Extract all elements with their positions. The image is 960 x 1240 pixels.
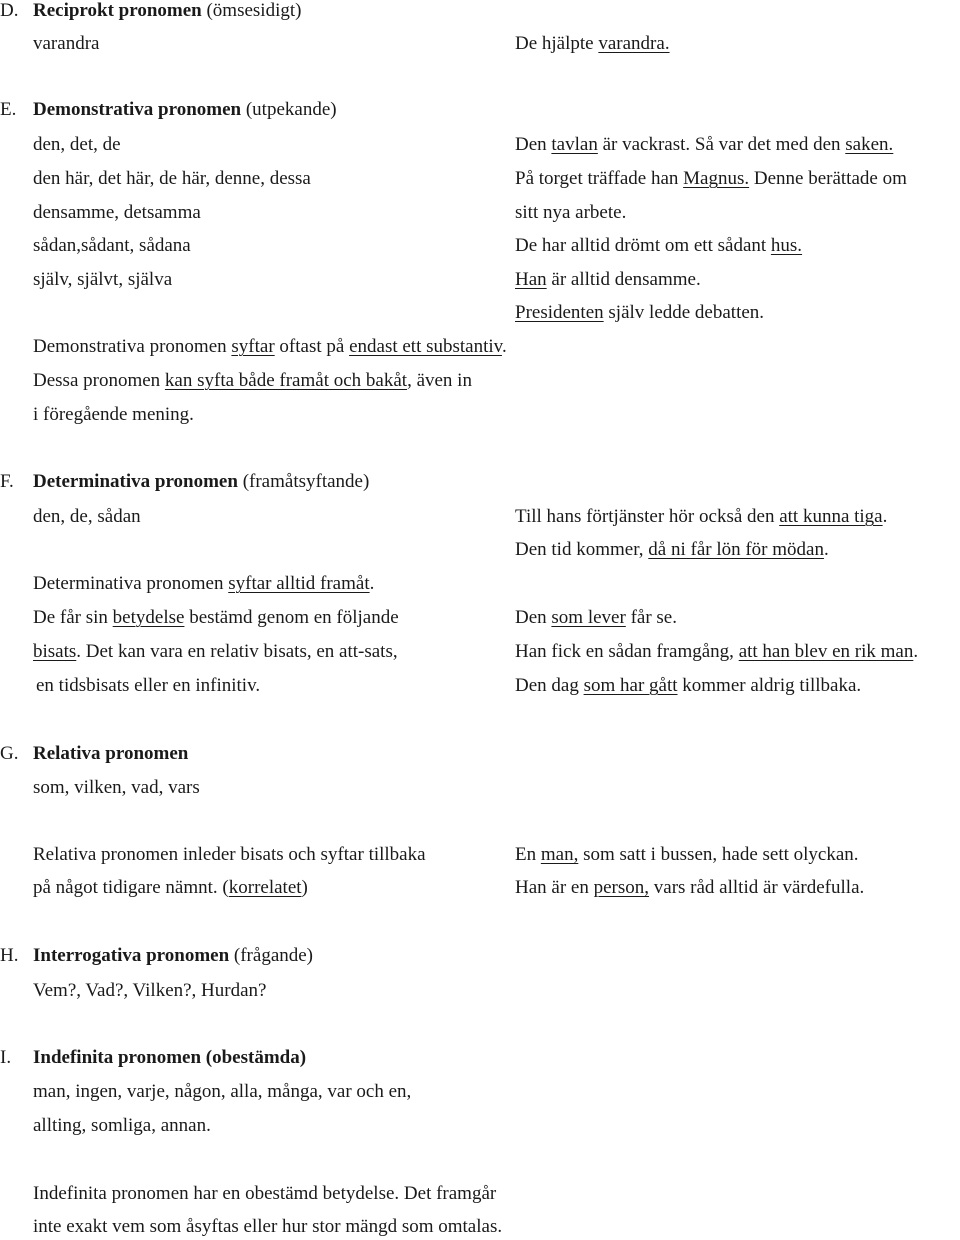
- example-sentence: Den som lever får se.: [515, 607, 677, 628]
- section-title: Demonstrativa pronomen: [33, 99, 242, 120]
- section-letter: G.: [0, 743, 19, 764]
- explanation-text: på något tidigare nämnt. (korrelatet): [33, 877, 308, 898]
- section-letter: F.: [0, 471, 14, 492]
- example-sentence: Till hans förtjänster hör också den att kunna tiga.: [515, 506, 888, 527]
- pronoun-list: Vem?, Vad?, Vilken?, Hurdan?: [33, 980, 267, 1001]
- example-sentence: De hjälpte varandra.: [515, 33, 670, 54]
- example-sentence: Han är en person, vars råd alltid är värdefulla.: [515, 877, 865, 898]
- example-sentence: De har alltid drömt om ett sådant hus.: [515, 235, 803, 256]
- example-sentence: sitt nya arbete.: [515, 202, 627, 223]
- explanation-text: Relativa pronomen inleder bisats och syftar tillbaka: [33, 844, 426, 865]
- pronoun-list: själv, självt, själva: [33, 269, 173, 290]
- section-subtitle: (framåtsyftande): [237, 471, 370, 492]
- section-g-heading: [0, 743, 188, 765]
- example-sentence: Han är alltid densamme.: [515, 269, 701, 290]
- explanation-text: i föregående mening.: [33, 404, 194, 425]
- section-e-heading: [0, 99, 337, 121]
- section-title: Interrogativa pronomen: [33, 945, 230, 966]
- explanation-text: bisats. Det kan vara en relativ bisats, en att-sats,: [33, 641, 398, 662]
- explanation-text: inte exakt vem som åsyftas eller hur stor mängd som omtalas.: [33, 1216, 503, 1237]
- example-sentence: På torget träffade han Magnus. Denne berättade om: [515, 168, 907, 189]
- example-sentence: Den tid kommer, då ni får lön för mödan.: [515, 539, 829, 560]
- pronoun-list: varandra: [33, 33, 100, 54]
- explanation-text: De får sin betydelse bestämd genom en följande: [33, 607, 399, 628]
- explanation-text: Indefinita pronomen har en obestämd betydelse. Det framgår: [33, 1183, 497, 1204]
- example-sentence: Den dag som har gått kommer aldrig tillbaka.: [515, 675, 862, 696]
- section-title: Determinativa pronomen: [33, 471, 238, 492]
- section-title: Reciprokt pronomen: [33, 0, 202, 21]
- pronoun-list: allting, somliga, annan.: [33, 1115, 211, 1136]
- section-letter: H.: [0, 945, 19, 966]
- section-letter: D.: [0, 0, 19, 21]
- section-f-heading: [0, 471, 369, 493]
- explanation-text: Dessa pronomen kan syfta både framåt och bakåt, även in: [33, 370, 472, 391]
- section-letter: I.: [0, 1047, 12, 1068]
- section-letter: E.: [0, 99, 17, 120]
- section-title: Indefinita pronomen (obestämda): [33, 1047, 307, 1068]
- explanation-text: en tidsbisats eller en infinitiv.: [36, 675, 261, 696]
- pronoun-list: den, de, sådan: [33, 506, 141, 527]
- section-title: Relativa pronomen: [33, 743, 189, 764]
- example-sentence: Presidenten själv ledde debatten.: [515, 302, 765, 323]
- explanation-text: Determinativa pronomen syftar alltid framåt.: [33, 573, 375, 594]
- pronoun-list: den här, det här, de här, denne, dessa: [33, 168, 311, 189]
- section-i-heading: [0, 1047, 306, 1069]
- section-subtitle: (ömsesidigt): [201, 0, 302, 21]
- pronoun-list: den, det, de: [33, 134, 121, 155]
- section-subtitle: (frågande): [229, 945, 314, 966]
- section-d-heading: [0, 0, 301, 22]
- section-subtitle: (utpekande): [241, 99, 337, 120]
- pronoun-list: sådan,sådant, sådana: [33, 235, 191, 256]
- pronoun-list: densamme, detsamma: [33, 202, 201, 223]
- example-sentence: Han fick en sådan framgång, att han blev en rik man.: [515, 641, 919, 662]
- example-sentence: En man, som satt i bussen, hade sett olyckan.: [515, 844, 859, 865]
- explanation-text: Demonstrativa pronomen syftar oftast på endast ett substantiv.: [33, 336, 507, 357]
- example-sentence: Den tavlan är vackrast. Så var det med den saken.: [515, 134, 894, 155]
- pronoun-list: som, vilken, vad, vars: [33, 777, 200, 798]
- section-h-heading: [0, 945, 313, 967]
- pronoun-list: man, ingen, varje, någon, alla, många, var och en,: [33, 1081, 412, 1102]
